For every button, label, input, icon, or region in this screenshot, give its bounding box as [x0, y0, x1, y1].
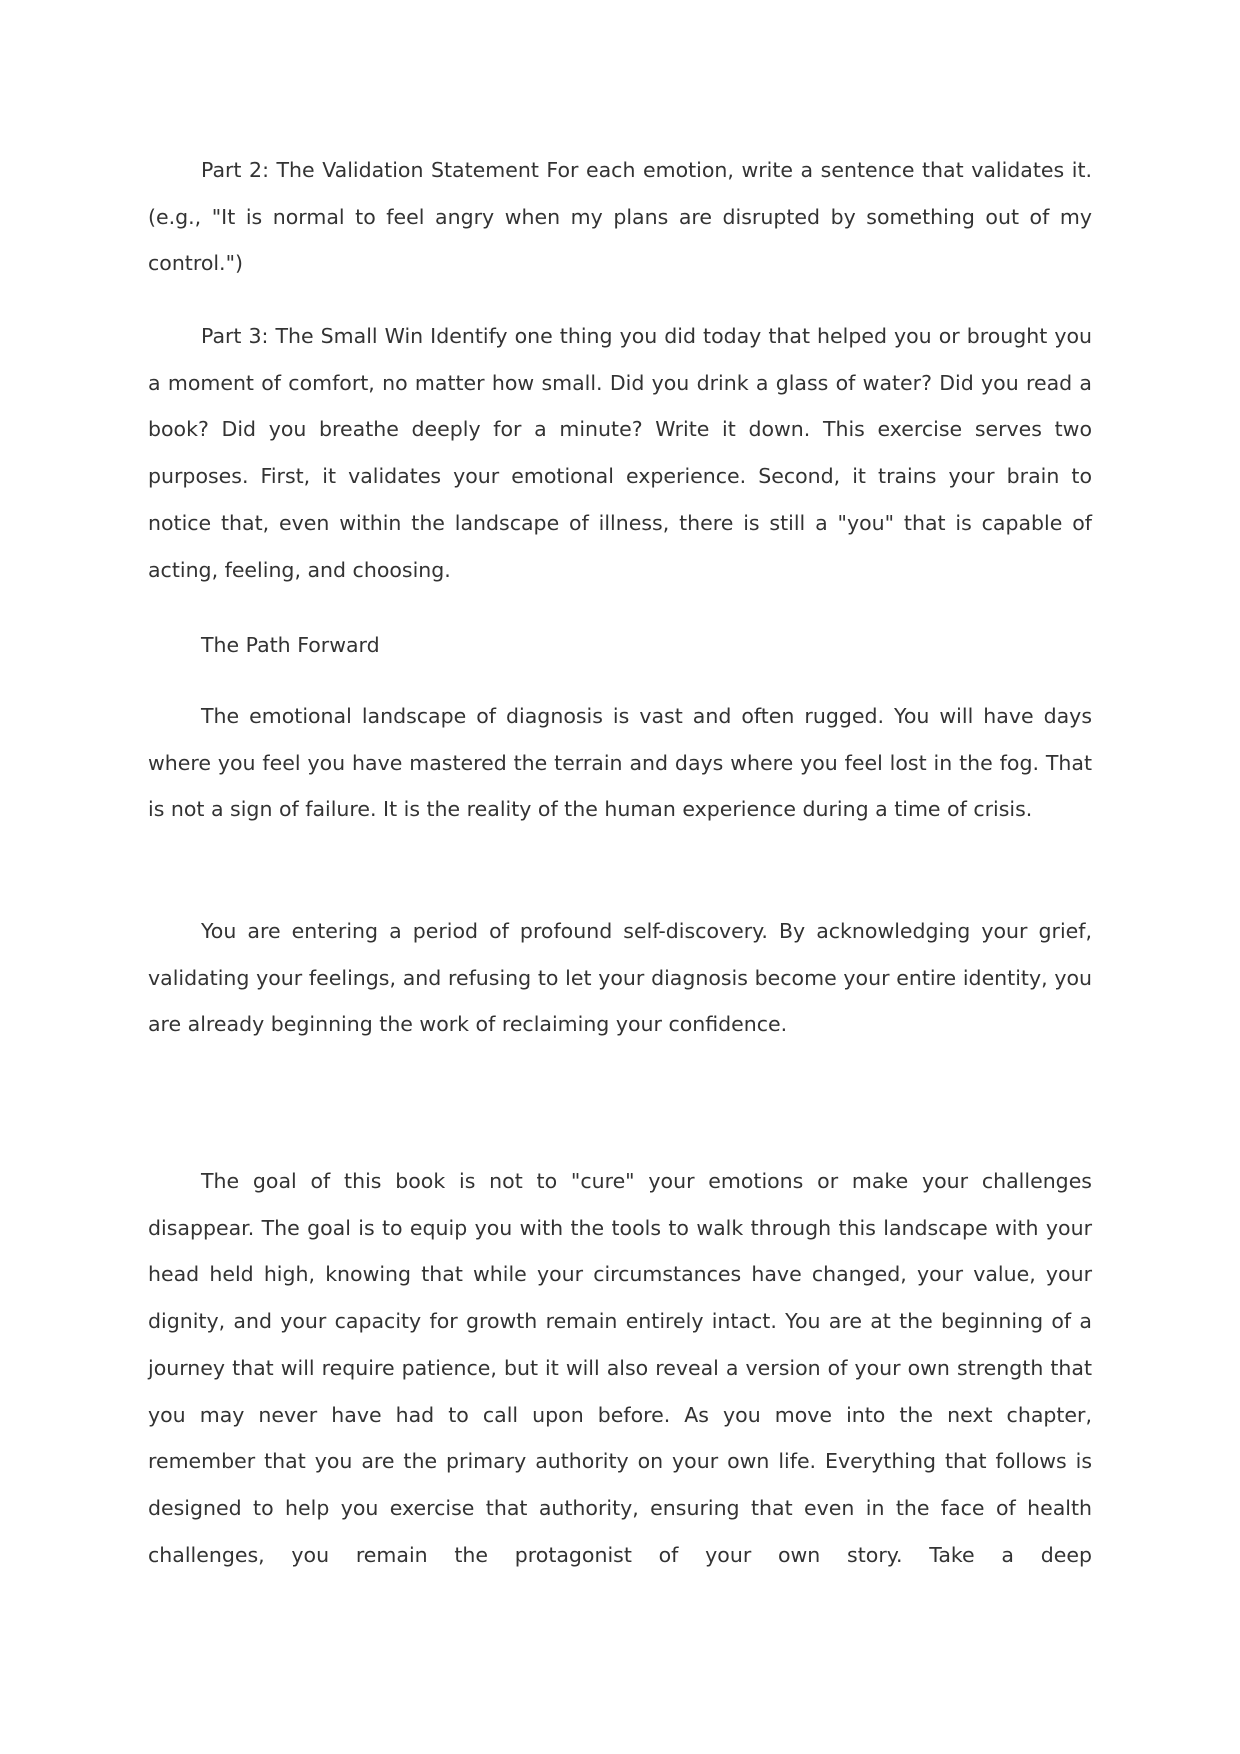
- paragraph-part-2-validation-statement: Part 2: The Validation Statement For each emotion, write a sentence that validates it. (e.g., "It is normal to feel angry when my plans are disrupted by something out of my control."): [148, 158, 1092, 276]
- section-heading-path-forward: The Path Forward: [201, 633, 380, 657]
- paragraph-self-discovery: You are entering a period of profound self-discovery. By acknowledging your grief, validating your feelings, and refusing to let your diagnosis become your entire identity, you are already beginning the work of reclaiming your confidence.: [148, 919, 1092, 1037]
- paragraph-emotional-landscape: The emotional landscape of diagnosis is vast and often rugged. You will have days where you feel you have mastered the terrain and days where you feel lost in the fog. That is not a sign of failure. It is the reality of the human experience during a time of crisis.: [148, 704, 1092, 822]
- paragraph-part-3-small-win: Part 3: The Small Win Identify one thing you did today that helped you or brought you a moment of comfort, no matter how small. Did you drink a glass of water? Did you read a book? Did you breathe deeply for a minute? Write it down. This exercise serves two purposes. First, it validates your emotional experience. Second, it trains your brain to notice that, even within the landscape of illness, there is still a "you" that is capable of acting, feeling, and choosing.: [148, 324, 1092, 582]
- paragraph-goal-of-book: The goal of this book is not to "cure" your emotions or make your challenges disappear. The goal is to equip you with the tools to walk through this landscape with your head held high, knowing that while your circumstances have changed, your value, your dignity, and your capacity for growth remain entirely intact. You are at the beginning of a journey that will require patience, but it will also reveal a version of your own strength that you may never have had to call upon before. As you move into the next chapter, remember that you are the primary authority on your own life. Everything that follows is designed to help you exercise that authority, ensuring that even in the face of health challenges, you remain the protagonist of your own story. Take a deep: [148, 1169, 1092, 1567]
